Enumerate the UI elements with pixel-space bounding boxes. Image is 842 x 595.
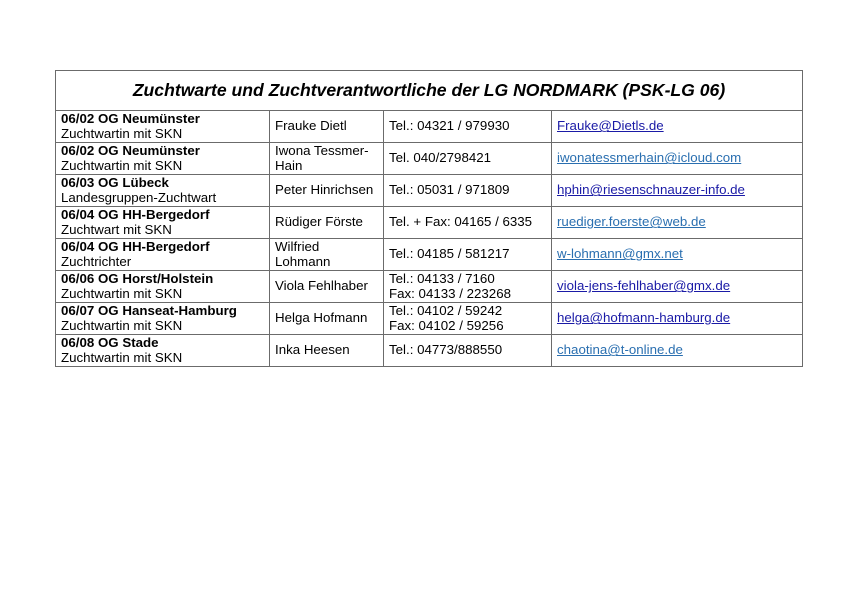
person-name-continued: Hain bbox=[275, 157, 303, 173]
phone-text: Tel.: 04321 / 979930 bbox=[389, 118, 510, 134]
org-name: 06/04 OG HH-Bergedorf bbox=[61, 207, 210, 222]
phone-cell bbox=[384, 207, 552, 239]
org-cell bbox=[56, 207, 270, 239]
org-name: 06/02 OG Neumünster bbox=[61, 143, 200, 158]
org-name: 06/02 OG Neumünster bbox=[61, 111, 200, 126]
email-cell bbox=[552, 239, 803, 271]
phone-cell bbox=[384, 239, 552, 271]
org-role: Zuchtwartin mit SKN bbox=[61, 285, 183, 301]
breeders-table bbox=[55, 70, 803, 367]
person-name: Frauke Dietl bbox=[275, 118, 347, 134]
email-link[interactable]: chaotina@t-online.de bbox=[557, 342, 683, 358]
org-role: Zuchtwartin mit SKN bbox=[61, 317, 183, 333]
org-name: 06/08 OG Stade bbox=[61, 335, 159, 350]
org-role: Zuchtwartin mit SKN bbox=[61, 125, 183, 141]
email-link[interactable]: iwonatessmerhain@icloud.com bbox=[557, 150, 742, 166]
person-cell bbox=[270, 239, 384, 271]
person-cell bbox=[270, 335, 384, 367]
org-cell bbox=[56, 303, 270, 335]
email-cell bbox=[552, 175, 803, 207]
org-role: Zuchtwartin mit SKN bbox=[61, 157, 183, 173]
phone-text: Tel. + Fax: 04165 / 6335 bbox=[389, 214, 533, 230]
fax-text: Fax: 04102 / 59256 bbox=[389, 317, 504, 333]
org-name: 06/07 OG Hanseat-Hamburg bbox=[61, 303, 237, 318]
person-name-continued: Lohmann bbox=[275, 253, 331, 269]
person-name: Iwona Tessmer- bbox=[275, 143, 369, 158]
org-cell bbox=[56, 175, 270, 207]
email-cell bbox=[552, 207, 803, 239]
email-link[interactable]: helga@hofmann-hamburg.de bbox=[557, 310, 731, 326]
org-cell bbox=[56, 335, 270, 367]
email-link[interactable]: viola-jens-fehlhaber@gmx.de bbox=[557, 278, 731, 294]
table-row bbox=[56, 303, 803, 335]
org-name: 06/03 OG Lübeck bbox=[61, 175, 169, 190]
person-name: Wilfried bbox=[275, 239, 320, 254]
email-cell bbox=[552, 143, 803, 175]
phone-cell bbox=[384, 335, 552, 367]
person-cell bbox=[270, 207, 384, 239]
org-role: Landesgruppen-Zuchtwart bbox=[61, 189, 217, 205]
email-cell bbox=[552, 303, 803, 335]
title-row bbox=[56, 71, 803, 111]
person-name: Rüdiger Förste bbox=[275, 214, 363, 230]
org-cell bbox=[56, 111, 270, 143]
person-cell bbox=[270, 175, 384, 207]
person-name: Inka Heesen bbox=[275, 342, 350, 358]
phone-text: Tel.: 04133 / 7160 bbox=[389, 271, 495, 286]
person-cell bbox=[270, 111, 384, 143]
table-row bbox=[56, 175, 803, 207]
org-name: 06/06 OG Horst/Holstein bbox=[61, 271, 214, 286]
email-link[interactable]: w-lohmann@gmx.net bbox=[557, 246, 683, 262]
person-name: Viola Fehlhaber bbox=[275, 278, 368, 294]
phone-text: Tel.: 05031 / 971809 bbox=[389, 182, 510, 198]
email-cell bbox=[552, 111, 803, 143]
phone-text: Tel.: 04185 / 581217 bbox=[389, 246, 510, 262]
org-cell bbox=[56, 239, 270, 271]
phone-cell bbox=[384, 271, 552, 303]
phone-cell bbox=[384, 111, 552, 143]
person-name: Peter Hinrichsen bbox=[275, 182, 374, 198]
phone-cell bbox=[384, 175, 552, 207]
email-cell bbox=[552, 271, 803, 303]
org-role: Zuchtwart mit SKN bbox=[61, 221, 172, 237]
phone-text: Tel.: 04773/888550 bbox=[389, 342, 503, 358]
email-cell bbox=[552, 335, 803, 367]
table-row bbox=[56, 207, 803, 239]
org-role: Zuchtrichter bbox=[61, 253, 132, 269]
person-cell bbox=[270, 143, 384, 175]
phone-cell bbox=[384, 143, 552, 175]
phone-cell bbox=[384, 303, 552, 335]
email-link[interactable]: ruediger.foerste@web.de bbox=[557, 214, 706, 230]
phone-text: Tel.: 04102 / 59242 bbox=[389, 303, 503, 318]
person-cell bbox=[270, 271, 384, 303]
person-name: Helga Hofmann bbox=[275, 310, 368, 326]
table-row bbox=[56, 335, 803, 367]
fax-text: Fax: 04133 / 223268 bbox=[389, 285, 511, 301]
person-cell bbox=[270, 303, 384, 335]
table-row bbox=[56, 111, 803, 143]
table-row bbox=[56, 239, 803, 271]
table-row bbox=[56, 143, 803, 175]
document-title: Zuchtwarte und Zuchtverantwortliche der LG NORDMARK (PSK-LG 06) bbox=[56, 71, 803, 111]
phone-text: Tel. 040/2798421 bbox=[389, 150, 492, 166]
org-name: 06/04 OG HH-Bergedorf bbox=[61, 239, 210, 254]
email-link[interactable]: hphin@riesenschnauzer-info.de bbox=[557, 182, 745, 198]
org-role: Zuchtwartin mit SKN bbox=[61, 349, 183, 365]
org-cell bbox=[56, 271, 270, 303]
org-cell bbox=[56, 143, 270, 175]
email-link[interactable]: Frauke@Dietls.de bbox=[557, 118, 664, 134]
table-row bbox=[56, 271, 803, 303]
